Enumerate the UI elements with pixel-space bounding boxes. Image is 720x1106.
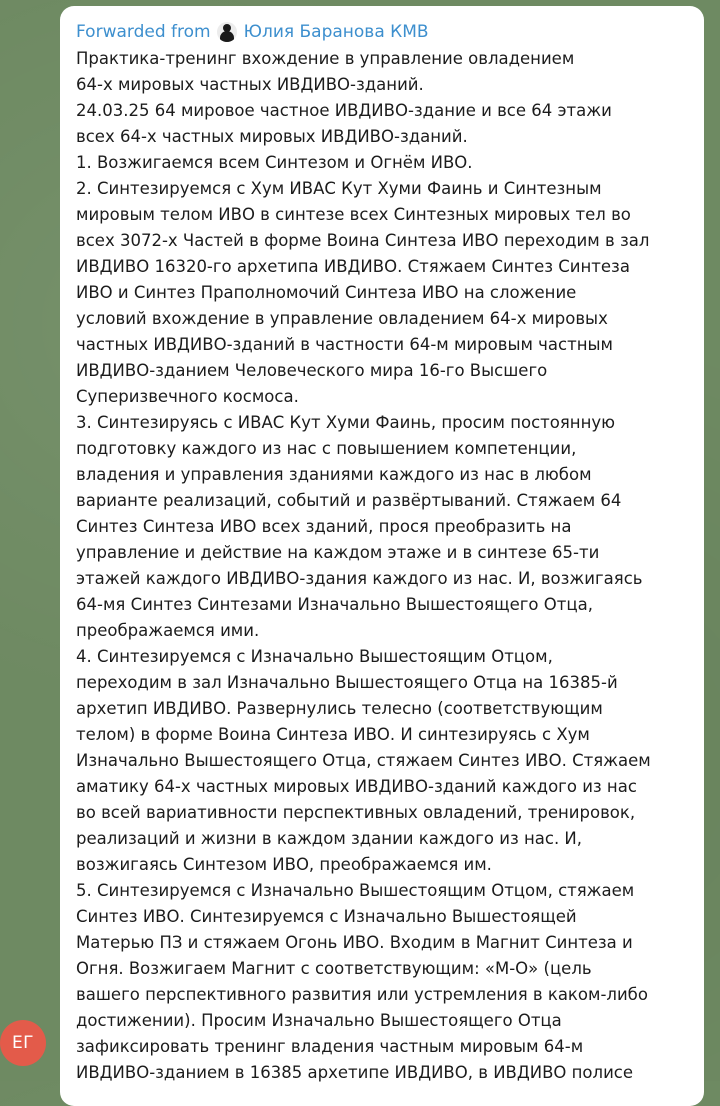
message-line: преображаемся ими.	[76, 621, 260, 640]
message-line: мировым телом ИВО в синтезе всех Синтезных мировых тел во	[76, 205, 631, 224]
message-line: частных ИВДИВО-зданий в частности 64-м мировым частным	[76, 335, 613, 354]
forward-header[interactable]	[76, 20, 692, 44]
message-line: этажей каждого ИВДИВО-здания каждого из нас. И, возжигаясь	[76, 569, 643, 588]
message-line: всех 3072-х Частей в форме Воина Синтеза ИВО переходим в зал	[76, 231, 650, 250]
message-line: Практика-тренинг вхождение в управление овладением	[76, 49, 575, 68]
message-line: во всей вариативности перспективных овладений, тренировок,	[76, 803, 636, 822]
message-bubble	[60, 6, 704, 1106]
forward-source-name[interactable]: Юлия Баранова КМВ	[243, 22, 429, 42]
message-line: 3. Синтезируясь с ИВАС Кут Хуми Фаинь, просим постоянную	[76, 413, 616, 432]
message-line: 4. Синтезируемся с Изначально Вышестоящим Отцом,	[76, 647, 553, 666]
message-line: Матерью ПЗ и стяжаем Огонь ИВО. Входим в Магнит Синтеза и	[76, 933, 633, 952]
message-line: зафиксировать тренинг владения частным мировым 64-м	[76, 1037, 584, 1056]
message-line: условий вхождение в управление овладением 64-х мировых	[76, 309, 608, 328]
message-line: подготовку каждого из нас с повышением компетенции,	[76, 439, 577, 458]
message-line: ИВДИВО-зданием Человеческого мира 16-го Высшего	[76, 361, 548, 380]
message-line: аматику 64-х частных мировых ИВДИВО-зданий каждого из нас	[76, 777, 637, 796]
message-line: Синтез ИВО. Синтезируемся с Изначально Вышестоящей	[76, 907, 577, 926]
message-line: 1. Возжигаемся всем Синтезом и Огнём ИВО.	[76, 153, 473, 172]
message-line: 24.03.25 64 мировое частное ИВДИВО-здание и все 64 этажи	[76, 101, 612, 120]
message-line: ИВДИВО-зданием в 16385 архетипе ИВДИВО, в ИВДИВО полисе	[76, 1063, 634, 1082]
message-line: владения и управления зданиями каждого из нас в любом	[76, 465, 592, 484]
message-line: 64-х мировых частных ИВДИВО-зданий.	[76, 75, 424, 94]
message-line: Суперизвечного космоса.	[76, 387, 299, 406]
sender-avatar-initials: ЕГ	[11, 1033, 35, 1053]
message-line: ИВО и Синтез Праполномочий Синтеза ИВО на сложение	[76, 283, 577, 302]
message-line: архетип ИВДИВО. Развернулись телесно (соответствующим	[76, 699, 603, 718]
message-line: достижении). Просим Изначально Вышестоящего Отца	[76, 1011, 562, 1030]
message-line: 64-мя Синтез Синтезами Изначально Вышестоящего Отца,	[76, 595, 593, 614]
message-line: Синтез Синтеза ИВО всех зданий, прося преобразить на	[76, 517, 572, 536]
forward-label: Forwarded from	[76, 22, 211, 42]
message-line: возжигаясь Синтезом ИВО, преображаемся им.	[76, 855, 492, 874]
message-line: вашего перспективного развития или устремления в каком-либо	[76, 985, 648, 1004]
message-line: переходим в зал Изначально Вышестоящего Отца на 16385-й	[76, 673, 618, 692]
forward-source-avatar-icon[interactable]	[217, 22, 237, 42]
message-line: телом) в форме Воина Синтеза ИВО. И синтезируясь с Хум	[76, 725, 590, 744]
message-line: всех 64-х частных мировых ИВДИВО-зданий.	[76, 127, 468, 146]
message-line: ИВДИВО 16320-го архетипа ИВДИВО. Стяжаем Синтез Синтеза	[76, 257, 630, 276]
message-line: Огня. Возжигаем Магнит с соответствующим: «М-О» (цель	[76, 959, 592, 978]
message-line: 2. Синтезируемся с Хум ИВАС Кут Хуми Фаинь и Синтезным	[76, 179, 602, 198]
message-line: 5. Синтезируемся с Изначально Вышестоящим Отцом, стяжаем	[76, 881, 635, 900]
message-line: Изначально Вышестоящего Отца, стяжаем Синтез ИВО. Стяжаем	[76, 751, 651, 770]
message-line: варианте реализаций, событий и развёртываний. Стяжаем 64	[76, 491, 622, 510]
message-line: реализаций и жизни в каждом здании каждого из нас. И,	[76, 829, 583, 848]
message-line: управление и действие на каждом этаже и в синтезе 65-ти	[76, 543, 600, 562]
message-text	[76, 46, 692, 1086]
sender-avatar[interactable]	[0, 1020, 46, 1066]
